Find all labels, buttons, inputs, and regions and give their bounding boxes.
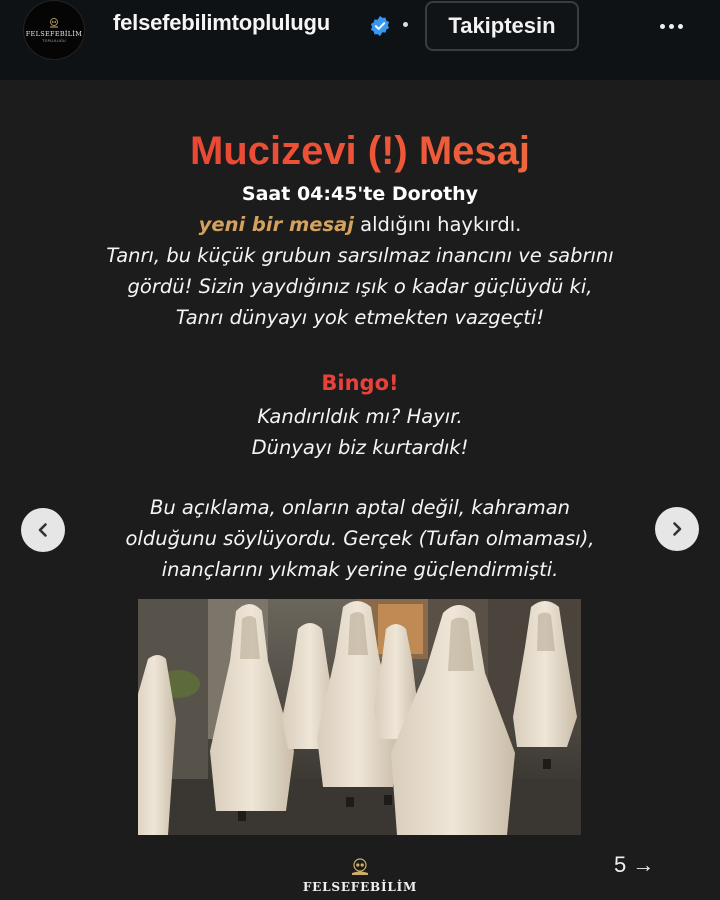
footer-logo-text: FELSEFEBİLİM [302,880,418,894]
username-link[interactable]: felsefebilimtoplulugu [113,10,331,35]
paragraph-2-line-2: Dünyayı biz kurtardık! [251,436,469,459]
avatar-logo-sub: TOPLULUĞU [42,38,66,43]
paragraph-1-line-4: Tanrı dünyayı yok etmekten vazgeçti! [175,306,545,329]
more-options-icon[interactable] [660,24,683,29]
post-title: Mucizevi (!) Mesaj [0,129,720,174]
owl-emblem-icon [349,858,371,876]
paragraph-1 [0,209,720,333]
post-photo-nuns [138,599,581,835]
chevron-right-icon [668,520,686,538]
paragraph-3 [0,492,720,585]
separator-dot [403,22,408,27]
post-subtitle: Saat 04:45'te Dorothy [241,183,479,205]
highlight-text: yeni bir mesaj [198,213,354,236]
paragraph-1-line-1 [0,209,720,240]
chevron-left-icon [34,521,52,539]
nuns-photo-illustration [138,599,581,835]
paragraph-3-line-1: Bu açıklama, onların aptal değil, kahraman [149,496,571,519]
paragraph-1-line-2: Tanrı, bu küçük grubun sarsılmaz inancını ve sabrını [106,244,614,267]
next-slide-button[interactable] [655,507,699,551]
previous-slide-button[interactable] [21,508,65,552]
page-indicator: 5 → [614,852,655,877]
paragraph-2-line-1: Kandırıldık mı? Hayır. [257,405,463,428]
post-header [0,0,720,80]
verified-badge-icon [369,15,391,37]
bingo-heading: Bingo! [321,371,399,395]
avatar-logo-text: FELSEFEBİLİM [25,29,83,38]
following-button[interactable]: Takiptesin [425,1,579,51]
paragraph-3-line-2: olduğunu söylüyordu. Gerçek (Tufan olmaması), [125,527,595,550]
paragraph-2 [0,401,720,463]
paragraph-1-line-1-rest: aldığını haykırdı. [353,213,522,236]
avatar[interactable] [23,0,85,60]
owl-emblem-icon [48,18,60,28]
footer-logo [300,858,420,894]
paragraph-1-line-3: gördü! Sizin yaydığınız ışık o kadar güçlüydü ki, [127,275,593,298]
paragraph-3-line-3: inançlarını yıkmak yerine güçlendirmişti. [161,558,559,581]
